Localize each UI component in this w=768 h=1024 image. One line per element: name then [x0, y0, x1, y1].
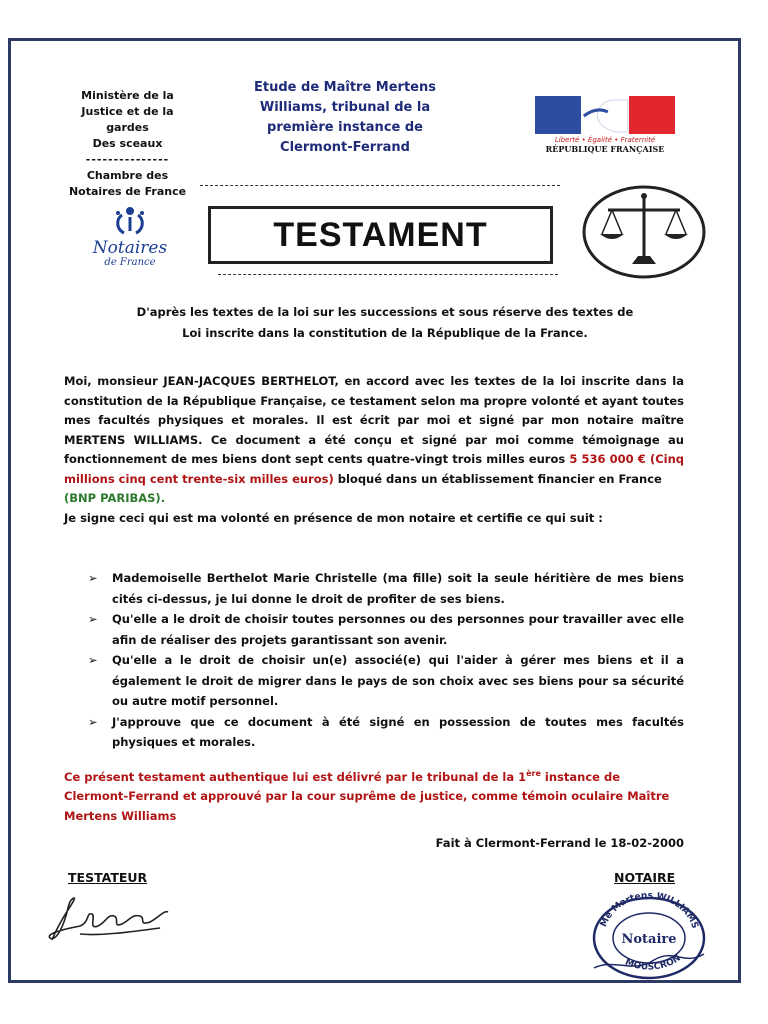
- ministry-block: [60, 88, 195, 200]
- notary-name: MERTENS WILLIAMS.: [64, 432, 203, 447]
- etude-header: [230, 78, 460, 158]
- title-box: [208, 206, 553, 264]
- body-text: bloqué dans un établissement financier en France: [333, 471, 662, 486]
- testateur-label: TESTATEUR: [68, 870, 148, 885]
- notaires-logo-name: Notaires: [92, 238, 168, 258]
- arrow-bullet-icon: ➢: [88, 714, 98, 729]
- list-item: ➢ Qu'elle a le droit de choisir un(e) associé(e) qui l'aider à gérer mes biens et il a également le droit de migrer dans le pays de son choix avec ses biens pour sa sécurité ou autre motif personnel.: [88, 650, 684, 712]
- ministry-line: Des sceaux: [92, 137, 163, 150]
- ministry-separator: ---------------: [85, 153, 170, 166]
- bequest-list: [88, 568, 684, 753]
- notaires-de-france-logo: [70, 205, 190, 268]
- etude-line: Williams, tribunal de la: [259, 100, 431, 115]
- notaires-logo-sub: de France: [104, 257, 156, 268]
- republique-francaise-logo: [535, 96, 675, 154]
- notaire-label: NOTAIRE: [614, 870, 676, 885]
- arrow-bullet-icon: ➢: [88, 653, 98, 667]
- scales-of-justice-icon: [582, 184, 706, 280]
- ministry-line: Ministère de la: [81, 89, 174, 102]
- rf-motto: Liberté • Égalité • Fraternité: [554, 136, 656, 144]
- rf-name: RÉPUBLIQUE FRANÇAISE: [545, 144, 665, 154]
- arrow-bullet-icon: ➢: [88, 612, 98, 626]
- intro-line: D'après les textes de la loi sur les successions et sous réserve des textes de: [136, 305, 634, 319]
- amount-value: 5 536 000 €: [569, 452, 646, 466]
- etude-line: Clermont-Ferrand: [280, 140, 410, 155]
- divider: [218, 274, 558, 275]
- arrow-bullet-icon: ➢: [88, 571, 98, 585]
- etude-line: Etude de Maître Mertens: [254, 80, 436, 95]
- stamp-center-text: Notaire: [621, 932, 677, 947]
- notary-stamp: [584, 888, 714, 980]
- body-text: Ce document a été conçu et signé par moi comme témoignage au fonctionnement de mes biens dont sept cents quatre-vingt trois milles euros: [64, 432, 684, 466]
- declaration-text: Je signe ceci qui est ma volonté en présence de mon notaire et certifie ce qui suit :: [64, 510, 603, 525]
- tricolor-flag-icon: [535, 96, 675, 134]
- authentication-note: Ce présent testament authentique lui est délivré par le tribunal de la 1ère instance de Clermont-Ferrand et approuvé par la cour suprême de justice, comme témoin oculaire Maître Mertens Williams: [64, 769, 670, 823]
- marianne-profile-icon: [581, 96, 629, 134]
- superscript: ère: [526, 769, 541, 778]
- stamp-bottom-text: MOUSCRON: [623, 953, 683, 973]
- list-item: ➢ J'approuve que ce document à été signé en possession de toutes mes facultés physiques et morales.: [88, 712, 684, 753]
- bank-name: (BNP PARIBAS).: [64, 491, 166, 505]
- testament-body: [64, 372, 684, 528]
- chamber-line: Notaires de France: [68, 185, 187, 198]
- ministry-line: Justice et de la gardes: [81, 105, 174, 134]
- svg-text:Me Martens WILLIAMS: [599, 891, 700, 930]
- notaires-figures-icon: [108, 205, 152, 235]
- testator-signature: [40, 890, 180, 950]
- body-text: , en accord avec les textes de la loi inscrite dans la constitution de la République Française, ce testament selon ma propre volonté et ayant toutes mes facultés physiques et morales. Il est écrit par moi et signé par mon notaire maître: [64, 374, 684, 427]
- intro-text: [90, 302, 680, 344]
- testator-name: JEAN-JACQUES BERTHELOT: [163, 374, 335, 388]
- intro-line: Loi inscrite dans la constitution de la République de la France.: [182, 326, 588, 340]
- divider: [200, 185, 560, 186]
- stamp-ring-text: Me Martens WILLIAMS: [598, 890, 700, 930]
- list-item: ➢ Mademoiselle Berthelot Marie Christelle (ma fille) soit la seule héritière de mes biens cités ci-dessus, je lui donne le droit de profiter de ses biens.: [88, 568, 684, 609]
- document-title: TESTAMENT: [273, 215, 488, 254]
- body-text: Moi, monsieur: [64, 374, 164, 388]
- place-date: Fait à Clermont-Ferrand le 18-02-2000: [435, 836, 684, 850]
- chamber-line: Chambre des: [86, 169, 169, 182]
- list-item: ➢ Qu'elle a le droit de choisir toutes personnes ou des personnes pour travailler avec elle afin de réaliser des projets garantissant son avenir.: [88, 609, 684, 650]
- etude-line: première instance de: [267, 120, 423, 135]
- amount-words: (Cinq millions cinq cent trente-six milles euros): [64, 452, 684, 486]
